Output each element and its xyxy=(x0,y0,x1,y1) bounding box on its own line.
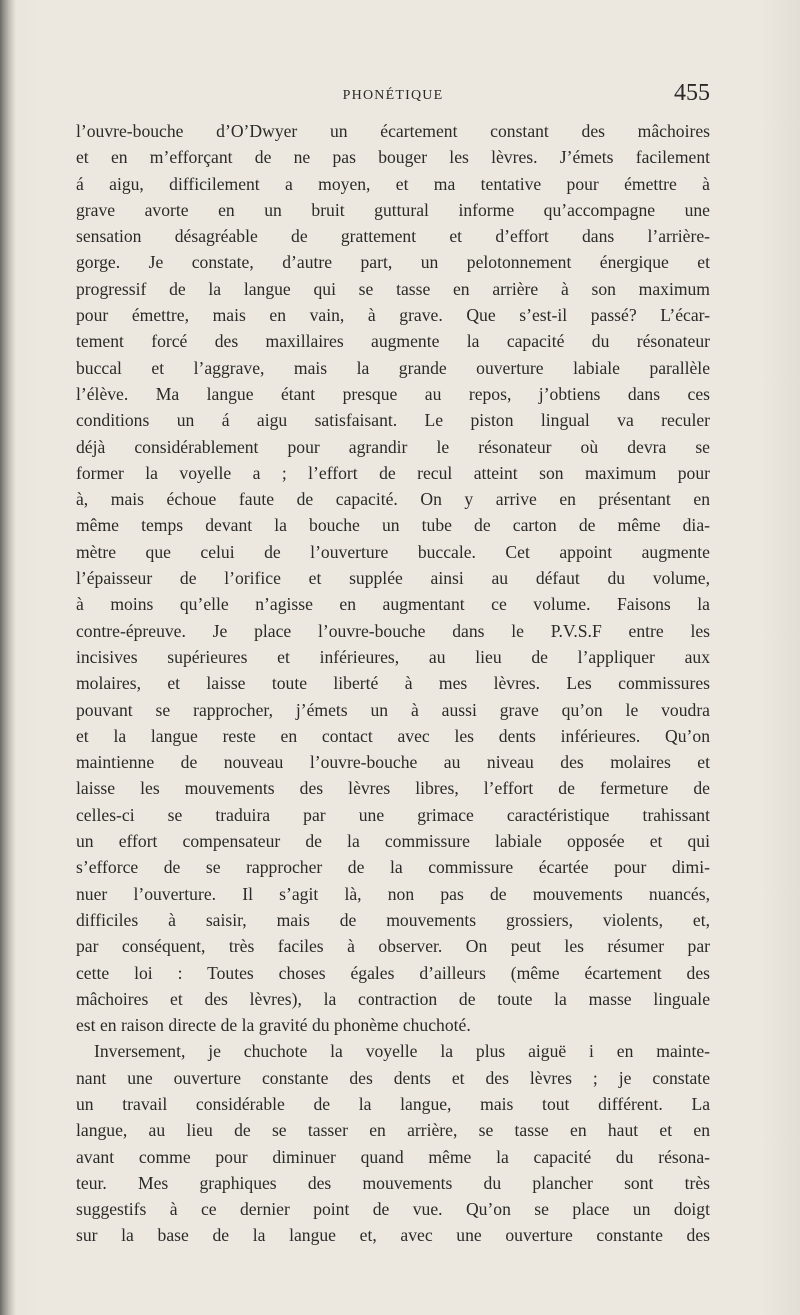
text-line: à, mais échoue faute de capacité. On y arrive en présentant en xyxy=(76,489,710,510)
body-text xyxy=(76,118,710,1249)
text-line: l’élève. Ma langue étant presque au repos, j’obtiens dans ces xyxy=(76,383,710,404)
text-line: gorge. Je constate, d’autre part, un pelotonnement énergique et xyxy=(76,252,710,273)
text-line: buccal et l’aggrave, mais la grande ouverture labiale parallèle xyxy=(76,357,710,378)
text-line: Inversement, je chuchote la voyelle la plus aiguë i en mainte- xyxy=(94,1041,710,1062)
text-line: pouvant se rapprocher, j’émets un à aussi grave qu’on le voudra xyxy=(76,699,710,720)
text-line: s’efforce de se rapprocher de la commissure écartée pour dimi- xyxy=(76,857,710,878)
text-line: mètre que celui de l’ouverture buccale. Cet appoint augmente xyxy=(76,541,710,562)
text-line: molaires, et laisse toute liberté à mes lèvres. Les commissures xyxy=(76,673,710,694)
text-line: maintienne de nouveau l’ouvre-bouche au niveau des molaires et xyxy=(76,752,710,773)
text-line: un travail considérable de la langue, mais tout différent. La xyxy=(76,1093,710,1114)
text-line: progressif de la langue qui se tasse en arrière à son maximum xyxy=(76,278,710,299)
text-line: cette loi : Toutes choses égales d’ailleurs (même écartement des xyxy=(76,962,710,983)
text-line: suggestifs à ce dernier point de vue. Qu’on se place un doigt xyxy=(76,1199,710,1220)
text-line: langue, au lieu de se tasser en arrière, se tasse en haut et en xyxy=(76,1120,710,1141)
text-line: tement forcé des maxillaires augmente la capacité du résonateur xyxy=(76,331,710,352)
text-line: difficiles à saisir, mais de mouvements grossiers, violents, et, xyxy=(76,909,710,930)
text-line: avant comme pour diminuer quand même la capacité du résona- xyxy=(76,1146,710,1167)
text-line: conditions un á aigu satisfaisant. Le piston lingual va reculer xyxy=(76,410,710,431)
text-line: á aigu, difficilement a moyen, et ma tentative pour émettre à xyxy=(76,173,710,194)
text-line: laisse les mouvements des lèvres libres, l’effort de fermeture de xyxy=(76,778,710,799)
text-line: et en m’efforçant de ne pas bouger les lèvres. J’émets facilement xyxy=(76,147,710,168)
text-line: et la langue reste en contact avec les dents inférieures. Qu’on xyxy=(76,725,710,746)
text-line: l’ouvre-bouche d’O’Dwyer un écartement constant des mâchoires xyxy=(76,121,710,141)
page-number: 455 xyxy=(674,80,710,106)
text-line: sensation désagréable de grattement et d’effort dans l’arrière- xyxy=(76,226,710,247)
text-line: à moins qu’elle n’agisse en augmentant ce volume. Faisons la xyxy=(76,594,710,615)
text-line: pour émettre, mais en vain, à grave. Que s’est-il passé? L’écar- xyxy=(76,305,710,326)
text-line: nuer l’ouverture. Il s’agit là, non pas de mouvements nuancés, xyxy=(76,883,710,904)
text-line: l’épaisseur de l’orifice et supplée ainsi au défaut du volume, xyxy=(76,568,710,589)
text-line: un effort compensateur de la commissure labiale opposée et qui xyxy=(76,831,710,852)
text-line: même temps devant la bouche un tube de carton de même dia- xyxy=(76,515,710,536)
text-line: former la voyelle a ; l’effort de recul atteint son maximum pour xyxy=(76,462,710,483)
text-line: contre-épreuve. Je place l’ouvre-bouche dans le P.V.S.F entre les xyxy=(76,620,710,641)
text-line: mâchoires et des lèvres), la contraction de toute la masse linguale xyxy=(76,988,710,1009)
text-line: grave avorte en un bruit guttural informe qu’accompagne une xyxy=(76,199,710,220)
text-line: par conséquent, très faciles à observer. On peut les résumer par xyxy=(76,936,710,957)
text-line: celles-ci se traduira par une grimace caractéristique trahissant xyxy=(76,804,710,825)
page-header xyxy=(76,80,710,110)
text-line: est en raison directe de la gravité du phonème chuchoté. xyxy=(76,1015,471,1036)
running-head: PHONÉTIQUE xyxy=(342,88,444,103)
page-gutter-shadow xyxy=(0,0,16,1315)
text-line: sur la base de la langue et, avec une ouverture constante des xyxy=(76,1225,710,1246)
text-line: teur. Mes graphiques des mouvements du plancher sont très xyxy=(76,1172,710,1193)
text-line: incisives supérieures et inférieures, au lieu de l’appliquer aux xyxy=(76,646,710,667)
text-line: nant une ouverture constante des dents et des lèvres ; je constate xyxy=(76,1067,710,1088)
text-line: déjà considérablement pour agrandir le résonateur où devra se xyxy=(76,436,710,457)
